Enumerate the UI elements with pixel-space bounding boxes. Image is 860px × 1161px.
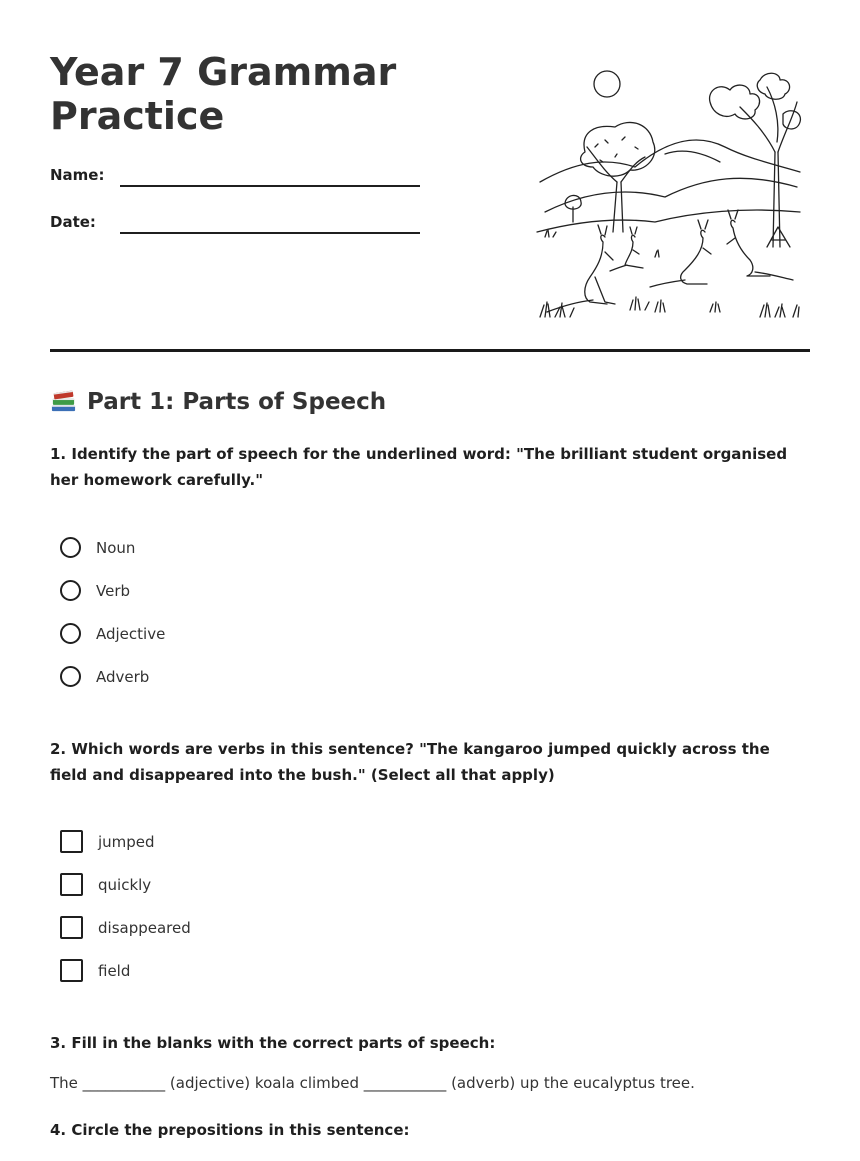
option-label: disappeared [98,918,191,937]
radio-button[interactable] [60,666,81,687]
q2-option-disappeared[interactable] [60,906,191,949]
checkbox[interactable] [60,873,83,896]
q1-option-verb[interactable] [60,569,165,612]
option-label: Adverb [96,667,150,686]
date-label: Date: [50,213,96,231]
question-3-sentence[interactable]: The ___________ (adjective) koala climbed ___________ (adverb) up the eucalyptus tree. [50,1074,695,1092]
q2-option-field[interactable] [60,949,191,992]
radio-button[interactable] [60,537,81,558]
page-title: Year 7 Grammar Practice [50,50,397,138]
part1-heading [50,388,386,415]
q2-option-jumped[interactable] [60,820,191,863]
question-2-options [60,820,191,992]
date-line[interactable] [120,232,420,234]
kangaroo-illustration [535,62,810,327]
question-3: 3. Fill in the blanks with the correct parts of speech: [50,1034,496,1052]
option-label: jumped [98,832,155,851]
radio-button[interactable] [60,580,81,601]
radio-button[interactable] [60,623,81,644]
checkbox[interactable] [60,916,83,939]
option-label: quickly [98,875,152,894]
books-icon [50,388,77,415]
question-1: 1. Identify the part of speech for the underlined word: "The brilliant student organised her homework carefully." [50,445,788,489]
question-4: 4. Circle the prepositions in this sentence: [50,1121,410,1139]
name-line[interactable] [120,185,420,187]
sun-icon [594,71,620,97]
header-divider [50,349,810,352]
date-field[interactable] [50,213,430,243]
checkbox[interactable] [60,830,83,853]
option-label: Adjective [96,624,166,643]
checkbox[interactable] [60,959,83,982]
q1-option-adjective[interactable] [60,612,165,655]
option-label: field [98,961,131,980]
q1-option-adverb[interactable] [60,655,165,698]
question-1-options [60,526,165,698]
part1-title: Part 1: Parts of Speech [87,388,387,415]
option-label: Noun [96,538,136,557]
q2-option-quickly[interactable] [60,863,191,906]
option-label: Verb [96,581,131,600]
question-2: 2. Which words are verbs in this sentence? "The kangaroo jumped quickly across the field and disappeared into the bush." (Select all that apply) [50,740,770,784]
q1-option-noun[interactable] [60,526,165,569]
name-field[interactable] [50,166,430,196]
name-label: Name: [50,166,105,184]
